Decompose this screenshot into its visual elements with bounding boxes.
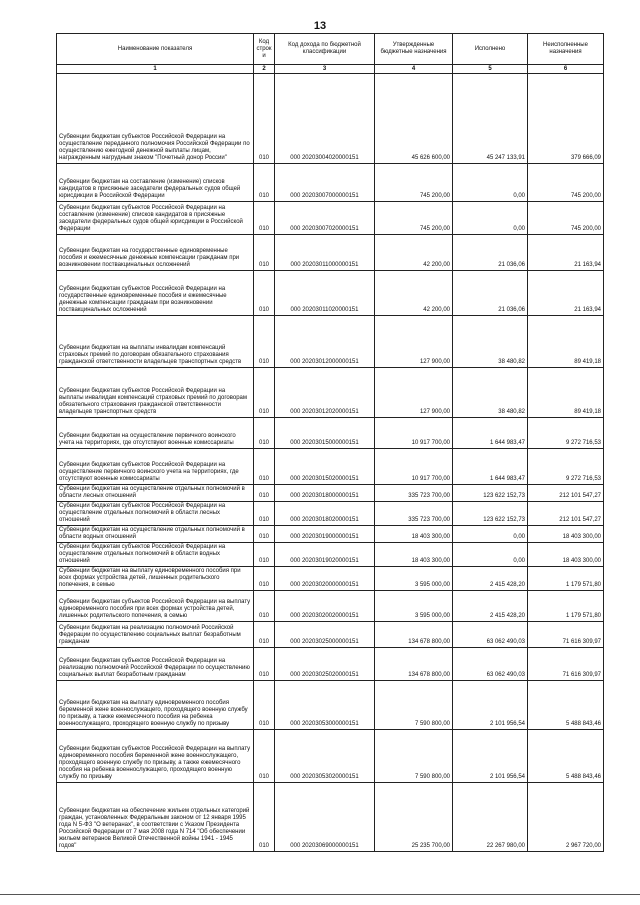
row-approved: 10 917 700,00 bbox=[375, 418, 453, 449]
row-line-code: 010 bbox=[254, 622, 275, 648]
row-approved: 45 626 600,00 bbox=[375, 74, 453, 164]
row-income-code: 000 20203019020000151 bbox=[275, 543, 375, 567]
row-approved: 745 200,00 bbox=[375, 164, 453, 202]
row-approved: 7 590 800,00 bbox=[375, 681, 453, 730]
row-unexecuted: 5 488 843,46 bbox=[528, 681, 604, 730]
row-income-code: 000 20203019000000151 bbox=[275, 526, 375, 543]
row-line-code: 010 bbox=[254, 368, 275, 418]
row-executed: 0,00 bbox=[453, 526, 528, 543]
row-unexecuted: 9 272 716,53 bbox=[528, 418, 604, 449]
row-unexecuted: 2 967 720,00 bbox=[528, 783, 604, 852]
header-row bbox=[57, 34, 604, 65]
row-executed: 0,00 bbox=[453, 164, 528, 202]
row-executed: 123 622 152,73 bbox=[453, 485, 528, 502]
row-line-code: 010 bbox=[254, 526, 275, 543]
row-income-code: 000 20203012020000151 bbox=[275, 368, 375, 418]
row-unexecuted: 21 163,94 bbox=[528, 271, 604, 316]
row-executed: 2 101 956,54 bbox=[453, 730, 528, 783]
row-income-code: 000 20203018000000151 bbox=[275, 485, 375, 502]
row-approved: 42 200,00 bbox=[375, 235, 453, 271]
column-number: 4 bbox=[375, 65, 453, 74]
table-row bbox=[57, 681, 604, 730]
row-line-code: 010 bbox=[254, 648, 275, 681]
row-unexecuted: 9 272 716,53 bbox=[528, 449, 604, 485]
row-executed: 21 036,06 bbox=[453, 271, 528, 316]
row-income-code: 000 20203011000000151 bbox=[275, 235, 375, 271]
table-row bbox=[57, 164, 604, 202]
row-name: Субвенции бюджетам на обеспечение жильем отдельных категорий граждан, установленных Федеральным законом от 12 января 1995 года N 5-ФЗ "О ветеранах", в соответствии с Указом Президента Российской Федерации от 7 мая 2008 года N 714 "Об обеспечении жильем ветеранов Великой Отечественной войны 1941 - 1945 годов" bbox=[57, 783, 254, 852]
row-line-code: 010 bbox=[254, 164, 275, 202]
row-unexecuted: 212 101 547,27 bbox=[528, 485, 604, 502]
column-number: 2 bbox=[254, 65, 275, 74]
row-executed: 2 415 428,20 bbox=[453, 567, 528, 591]
row-line-code: 010 bbox=[254, 681, 275, 730]
row-executed: 2 415 428,20 bbox=[453, 591, 528, 622]
row-income-code: 000 20203069000000151 bbox=[275, 783, 375, 852]
table-row bbox=[57, 502, 604, 526]
table-row bbox=[57, 368, 604, 418]
row-unexecuted: 1 179 571,80 bbox=[528, 591, 604, 622]
header-income-code: Код дохода по бюджетной классификации bbox=[275, 34, 375, 65]
header-unexecuted: Неисполненные назначения bbox=[528, 34, 604, 65]
footer-rule bbox=[0, 894, 640, 895]
table-row bbox=[57, 648, 604, 681]
row-name: Субвенции бюджетам на выплату единовременного пособия при всех формах устройства детей, лишенных родительского попечения, в семью bbox=[57, 567, 254, 591]
row-executed: 21 036,06 bbox=[453, 235, 528, 271]
row-income-code: 000 20203020020000151 bbox=[275, 591, 375, 622]
row-line-code: 010 bbox=[254, 567, 275, 591]
row-executed: 123 622 152,73 bbox=[453, 502, 528, 526]
row-unexecuted: 379 666,09 bbox=[528, 74, 604, 164]
row-executed: 63 062 490,03 bbox=[453, 648, 528, 681]
row-line-code: 010 bbox=[254, 502, 275, 526]
row-name: Субвенции бюджетам на осуществление отдельных полномочий в области лесных отношений bbox=[57, 485, 254, 502]
row-name: Субвенции бюджетам на государственные единовременные пособия и ежемесячные денежные компенсации гражданам при возникновении поствакцинальных осложнений bbox=[57, 235, 254, 271]
row-executed: 63 062 490,03 bbox=[453, 622, 528, 648]
row-approved: 127 900,00 bbox=[375, 368, 453, 418]
row-unexecuted: 18 403 300,00 bbox=[528, 526, 604, 543]
table-row bbox=[57, 526, 604, 543]
row-unexecuted: 89 419,18 bbox=[528, 316, 604, 368]
row-line-code: 010 bbox=[254, 418, 275, 449]
row-approved: 25 235 700,00 bbox=[375, 783, 453, 852]
table-row bbox=[57, 485, 604, 502]
row-approved: 7 590 800,00 bbox=[375, 730, 453, 783]
table-row bbox=[57, 449, 604, 485]
row-name: Субвенции бюджетам субъектов Российской Федерации на осуществление первичного воинского учета на территориях, где отсутствуют военные комиссариаты bbox=[57, 449, 254, 485]
header-executed: Исполнено bbox=[453, 34, 528, 65]
column-number: 5 bbox=[453, 65, 528, 74]
table-row bbox=[57, 271, 604, 316]
row-name: Субвенции бюджетам субъектов Российской Федерации на выплаты инвалидам компенсаций страховых премий по договорам обязательного страхования гражданской ответственности владельцев транспортных средств bbox=[57, 368, 254, 418]
table-row bbox=[57, 74, 604, 164]
row-unexecuted: 71 616 309,97 bbox=[528, 622, 604, 648]
row-line-code: 010 bbox=[254, 591, 275, 622]
table-row bbox=[57, 316, 604, 368]
row-executed: 0,00 bbox=[453, 202, 528, 235]
row-name: Субвенции бюджетам субъектов Российской Федерации на государственные единовременные пособия и ежемесячные денежные компенсации гражданам при возникновении поствакцинальных осложнений bbox=[57, 271, 254, 316]
row-income-code: 000 20203015000000151 bbox=[275, 418, 375, 449]
row-line-code: 010 bbox=[254, 271, 275, 316]
row-executed: 0,00 bbox=[453, 543, 528, 567]
page-number: 13 bbox=[313, 20, 327, 32]
row-approved: 745 200,00 bbox=[375, 202, 453, 235]
row-name: Субвенции бюджетам на осуществление первичного воинского учета на территориях, где отсутствуют военные комиссариаты bbox=[57, 418, 254, 449]
header-name: Наименование показателя bbox=[57, 34, 254, 65]
column-numbers-row bbox=[57, 65, 604, 74]
row-line-code: 010 bbox=[254, 316, 275, 368]
row-executed: 1 644 983,47 bbox=[453, 418, 528, 449]
header-line-code: Код строк и bbox=[254, 34, 275, 65]
row-unexecuted: 745 200,00 bbox=[528, 164, 604, 202]
row-income-code: 000 20203007000000151 bbox=[275, 164, 375, 202]
row-approved: 335 723 700,00 bbox=[375, 485, 453, 502]
row-name: Субвенции бюджетам на реализацию полномочий Российской Федерации по осуществлению социальных выплат безработным гражданам bbox=[57, 622, 254, 648]
row-income-code: 000 20203020000000151 bbox=[275, 567, 375, 591]
column-number: 3 bbox=[275, 65, 375, 74]
row-line-code: 010 bbox=[254, 74, 275, 164]
row-name: Субвенции бюджетам субъектов Российской Федерации на осуществление переданного полномочия Российской Федерации по осуществлению ежегодной денежной выплаты лицам, награжденным нагрудным знаком "Почетный донор России" bbox=[57, 74, 254, 164]
row-income-code: 000 20203018020000151 bbox=[275, 502, 375, 526]
row-name: Субвенции бюджетам субъектов Российской Федерации на составление (изменение) списков кандидатов в присяжные заседатели федеральных судов общей юрисдикции в Российской Федерации bbox=[57, 202, 254, 235]
row-approved: 18 403 300,00 bbox=[375, 543, 453, 567]
budget-table bbox=[56, 33, 604, 852]
row-approved: 127 900,00 bbox=[375, 316, 453, 368]
header-approved: Утвержденные бюджетные назначения bbox=[375, 34, 453, 65]
row-approved: 335 723 700,00 bbox=[375, 502, 453, 526]
table-row bbox=[57, 543, 604, 567]
row-income-code: 000 20203015020000151 bbox=[275, 449, 375, 485]
row-line-code: 010 bbox=[254, 202, 275, 235]
table-row bbox=[57, 730, 604, 783]
row-name: Субвенции бюджетам на выплаты инвалидам компенсаций страховых премий по договорам обязательного страхования гражданской ответственности владельцев транспортных средств bbox=[57, 316, 254, 368]
row-line-code: 010 bbox=[254, 783, 275, 852]
table-row bbox=[57, 202, 604, 235]
table-row bbox=[57, 567, 604, 591]
row-income-code: 000 20203053020000151 bbox=[275, 730, 375, 783]
row-unexecuted: 212 101 547,27 bbox=[528, 502, 604, 526]
row-line-code: 010 bbox=[254, 543, 275, 567]
row-executed: 2 101 956,54 bbox=[453, 681, 528, 730]
row-income-code: 000 20203025020000151 bbox=[275, 648, 375, 681]
row-approved: 134 678 800,00 bbox=[375, 622, 453, 648]
row-approved: 18 403 300,00 bbox=[375, 526, 453, 543]
row-income-code: 000 20203053000000151 bbox=[275, 681, 375, 730]
row-executed: 1 644 983,47 bbox=[453, 449, 528, 485]
row-approved: 42 200,00 bbox=[375, 271, 453, 316]
row-unexecuted: 745 200,00 bbox=[528, 202, 604, 235]
row-name: Субвенции бюджетам субъектов Российской Федерации на осуществление отдельных полномочий в области лесных отношений bbox=[57, 502, 254, 526]
row-name: Субвенции бюджетам субъектов Российской Федерации на осуществление отдельных полномочий в области водных отношений bbox=[57, 543, 254, 567]
row-approved: 134 678 800,00 bbox=[375, 648, 453, 681]
row-line-code: 010 bbox=[254, 449, 275, 485]
row-unexecuted: 18 403 300,00 bbox=[528, 543, 604, 567]
column-number: 6 bbox=[528, 65, 604, 74]
row-line-code: 010 bbox=[254, 235, 275, 271]
table-row bbox=[57, 418, 604, 449]
row-name: Субвенции бюджетам субъектов Российской Федерации на выплату единовременного пособия при всех формах устройства детей, лишенных родительского попечения, в семью bbox=[57, 591, 254, 622]
row-name: Субвенции бюджетам субъектов Российской Федерации на реализацию полномочий Российской Федерации по осуществлению социальных выплат безработным гражданам bbox=[57, 648, 254, 681]
row-approved: 10 917 700,00 bbox=[375, 449, 453, 485]
row-name: Субвенции бюджетам субъектов Российской Федерации на выплату единовременного пособия беременной жене военнослужащего, проходящего военную службу по призыву, а также ежемесячного пособия на ребенка военнослужащего, проходящего военную службу по призыву bbox=[57, 730, 254, 783]
row-unexecuted: 1 179 571,80 bbox=[528, 567, 604, 591]
row-line-code: 010 bbox=[254, 730, 275, 783]
table-row bbox=[57, 783, 604, 852]
row-name: Субвенции бюджетам на осуществление отдельных полномочий в области водных отношений bbox=[57, 526, 254, 543]
table-row bbox=[57, 622, 604, 648]
row-income-code: 000 20203004020000151 bbox=[275, 74, 375, 164]
row-income-code: 000 20203012000000151 bbox=[275, 316, 375, 368]
row-approved: 3 595 000,00 bbox=[375, 591, 453, 622]
table-body bbox=[57, 74, 604, 852]
row-name: Субвенции бюджетам на выплату единовременного пособия беременной жене военнослужащего, проходящего военную службу по призыву, а также ежемесячного пособия на ребенка военнослужащего, проходящего военную службу по призыву bbox=[57, 681, 254, 730]
row-executed: 38 480,82 bbox=[453, 368, 528, 418]
row-income-code: 000 20203025000000151 bbox=[275, 622, 375, 648]
row-unexecuted: 89 419,18 bbox=[528, 368, 604, 418]
row-unexecuted: 21 163,94 bbox=[528, 235, 604, 271]
row-approved: 3 595 000,00 bbox=[375, 567, 453, 591]
table-row bbox=[57, 235, 604, 271]
row-executed: 38 480,82 bbox=[453, 316, 528, 368]
row-executed: 45 247 133,91 bbox=[453, 74, 528, 164]
column-number: 1 bbox=[57, 65, 254, 74]
row-unexecuted: 71 616 309,97 bbox=[528, 648, 604, 681]
row-income-code: 000 20203007020000151 bbox=[275, 202, 375, 235]
row-executed: 22 267 980,00 bbox=[453, 783, 528, 852]
row-name: Субвенции бюджетам на составление (изменение) списков кандидатов в присяжные заседатели федеральных судов общей юрисдикции в Российской Федерации bbox=[57, 164, 254, 202]
row-income-code: 000 20203011020000151 bbox=[275, 271, 375, 316]
row-line-code: 010 bbox=[254, 485, 275, 502]
table-row bbox=[57, 591, 604, 622]
row-unexecuted: 5 488 843,46 bbox=[528, 730, 604, 783]
